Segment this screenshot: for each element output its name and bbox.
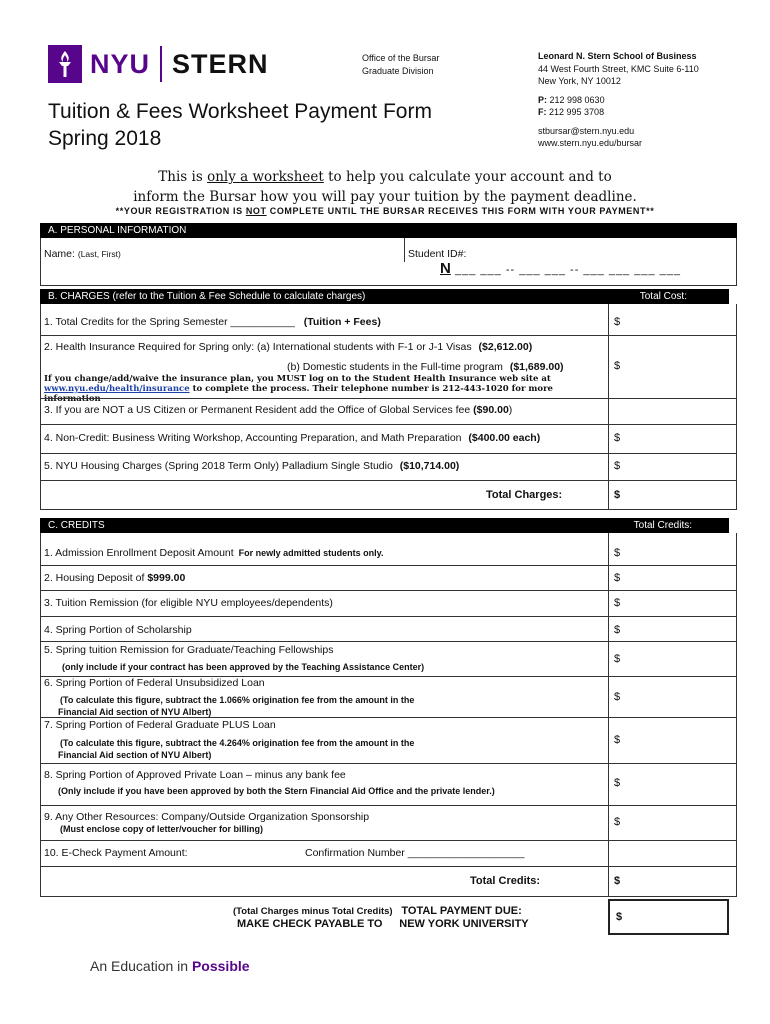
page-title	[48, 98, 432, 152]
charge-row-1-bold: (Tuition + Fees)	[303, 316, 381, 328]
credit-row-1-bold: For newly admitted students only.	[238, 548, 384, 558]
fax-label: F:	[538, 107, 547, 117]
insurance-note	[44, 374, 609, 404]
credit-row-5: 5. Spring tuition Remission for Graduate/Teaching Fellowships	[44, 644, 334, 656]
section-b-header	[40, 289, 729, 304]
row-divider	[40, 840, 737, 841]
warning-post: COMPLETE UNTIL THE BURSAR RECEIVES THIS FORM WITH YOUR PAYMENT**	[266, 206, 655, 216]
section-a-title: A. PERSONAL INFORMATION	[48, 225, 187, 236]
charge-row-3-close: )	[508, 404, 513, 416]
credit-row-5-note: (only include if your contract has been approved by the Teaching Assistance Center)	[62, 662, 425, 672]
credit-row-1-text: 1. Admission Enrollment Deposit Amount	[44, 547, 234, 559]
credit-row-2-bold: $999.00	[147, 572, 186, 584]
charge-row-5-bold: ($10,714.00)	[399, 460, 460, 472]
credit-row-2-text: 2. Housing Deposit of	[44, 572, 145, 584]
office-line1: Office of the Bursar	[362, 53, 440, 63]
phone-label: P:	[538, 94, 547, 105]
row-divider	[40, 763, 737, 764]
total-charges-label: Total Charges:	[486, 489, 563, 501]
website-link[interactable]: www.stern.nyu.edu/bursar	[538, 138, 643, 148]
credit-row-1-amount[interactable]: $	[614, 547, 621, 559]
total-charges-amount[interactable]: $	[614, 489, 621, 501]
row-divider	[40, 480, 737, 481]
charge-row-2-text: 2. Health Insurance Required for Spring only: (a) International students with F-1 or J-1 Visas	[44, 341, 472, 353]
row-divider	[40, 717, 737, 718]
credit-row-9-amount[interactable]: $	[614, 816, 621, 828]
credit-row-10: 10. E-Check Payment Amount:	[44, 847, 188, 859]
charge-row-2b-bold: ($1,689.00)	[509, 361, 564, 373]
tagline-bold: Possible	[191, 958, 250, 974]
credit-row-6-note2: Financial Aid section of NYU Albert)	[58, 707, 212, 717]
payment-due-amount: $	[616, 911, 623, 923]
charge-row-5	[44, 460, 459, 472]
name-input[interactable]	[110, 244, 400, 282]
fax-number: 212 995 3708	[549, 107, 605, 117]
intro-post: to help you calculate your account and to	[323, 169, 612, 185]
charge-row-3	[44, 404, 512, 416]
charge-row-5-text: 5. NYU Housing Charges (Spring 2018 Term Only) Palladium Single Studio	[44, 460, 393, 472]
charge-row-2b	[287, 361, 564, 373]
tagline-text: An Education in	[90, 958, 192, 974]
address-line2: New York, NY 10012	[538, 76, 621, 86]
divider-a	[404, 238, 405, 262]
total-payment-due-box[interactable]	[608, 899, 729, 935]
credit-row-7-note2: Financial Aid section of NYU Albert)	[58, 750, 212, 760]
payment-formula: (Total Charges minus Total Credits)	[233, 906, 393, 917]
charge-row-1-text: 1. Total Credits for the Spring Semester ___________	[44, 316, 295, 328]
logo-stern-text: STERN	[172, 48, 269, 79]
name-hint: (Last, First)	[77, 249, 121, 259]
row-divider	[40, 424, 737, 425]
office-line2: Graduate Division	[362, 66, 434, 76]
torch-icon	[48, 45, 82, 83]
total-credits-amount[interactable]: $	[614, 875, 621, 887]
credit-row-4-amount[interactable]: $	[614, 624, 621, 636]
credit-row-1	[44, 547, 383, 559]
section-a-header	[40, 223, 737, 238]
charge-row-5-amount[interactable]: $	[614, 460, 621, 472]
student-id-label: Student ID#:	[408, 248, 467, 260]
charge-row-4-amount[interactable]: $	[614, 432, 621, 444]
charge-row-2	[44, 341, 532, 353]
credit-row-9: 9. Any Other Resources: Company/Outside Organization Sponsorship	[44, 811, 370, 823]
title-line1: Tuition & Fees Worksheet Payment Form	[48, 100, 432, 123]
fax-line	[538, 106, 699, 119]
id-blanks: ___ ___ -- ___ ___ -- ___ ___ ___ ___	[455, 264, 681, 276]
row-divider	[40, 565, 737, 566]
phone-number: 212 998 0630	[549, 94, 605, 105]
section-b-title: B. CHARGES (refer to the Tuition & Fee Schedule to calculate charges)	[48, 291, 366, 302]
credit-row-7-amount[interactable]: $	[614, 734, 621, 746]
charge-row-2b-text: (b) Domestic students in the Full-time program	[287, 361, 503, 373]
credit-row-7: 7. Spring Portion of Federal Graduate PLUS Loan	[44, 719, 276, 731]
student-id-input[interactable]	[440, 260, 681, 277]
intro-text	[80, 167, 690, 207]
footer-tagline	[90, 958, 250, 974]
title-line2: Spring 2018	[48, 127, 162, 150]
logo-nyu-text: NYU	[90, 48, 151, 79]
confirmation-number-field[interactable]: Confirmation Number ____________________	[305, 847, 525, 859]
credit-row-7-note	[60, 737, 414, 761]
credit-row-4: 4. Spring Portion of Scholarship	[44, 624, 192, 636]
nyu-stern-logo	[48, 44, 269, 84]
credit-row-6-note	[60, 694, 414, 718]
total-credits-header: Total Credits:	[633, 520, 692, 531]
payment-due-block	[233, 905, 529, 931]
charge-row-1-amount[interactable]: $	[614, 316, 621, 328]
intro-line2: inform the Bursar how you will pay your tuition by the payment deadline.	[133, 189, 637, 205]
credit-row-6-amount[interactable]: $	[614, 691, 621, 703]
credit-row-9-note: (Must enclose copy of letter/voucher for billing)	[60, 824, 264, 834]
credit-row-3: 3. Tuition Remission (for eligible NYU employees/dependents)	[44, 597, 333, 609]
phone-line	[538, 94, 699, 107]
school-name: Leonard N. Stern School of Business	[538, 51, 697, 61]
credit-row-8: 8. Spring Portion of Approved Private Loan – minus any bank fee	[44, 769, 346, 781]
row-divider	[40, 453, 737, 454]
insurance-note-line1: If you change/add/waive the insurance plan, you MUST log on to the Student Health Insurance web site at	[44, 374, 551, 384]
total-credits-label: Total Credits:	[470, 875, 541, 887]
credit-row-6-note1: (To calculate this figure, subtract the 1.066% origination fee from the amount in the	[60, 695, 415, 705]
credit-row-7-note1: (To calculate this figure, subtract the 4.264% origination fee from the amount in the	[60, 738, 415, 748]
address-line1: 44 West Fourth Street, KMC Suite 6-110	[538, 63, 699, 74]
row-divider	[40, 590, 737, 591]
credit-row-8-amount[interactable]: $	[614, 777, 621, 789]
row-divider	[40, 641, 737, 642]
insurance-link[interactable]: www.nyu.edu/health/insurance	[44, 384, 190, 394]
intro-underlined: only a worksheet	[207, 169, 324, 185]
charge-row-1	[44, 316, 381, 328]
intro-pre: This is	[158, 169, 208, 185]
row-divider	[40, 398, 737, 399]
charge-row-3-text: 3. If you are NOT a US Citizen or Permanent Resident add the Office of Global Services fee	[44, 404, 471, 416]
charge-row-4-bold: ($400.00 each)	[468, 432, 541, 444]
payment-due-label: TOTAL PAYMENT DUE:	[401, 905, 522, 917]
warning-not: NOT	[245, 206, 267, 216]
row-divider	[40, 866, 737, 867]
credits-column-divider	[608, 533, 609, 897]
warning-pre: **YOUR REGISTRATION IS	[115, 206, 246, 216]
name-label: Name:	[44, 248, 75, 260]
credit-row-6: 6. Spring Portion of Federal Unsubsidized Loan	[44, 677, 265, 689]
section-c-title: C. CREDITS	[48, 520, 105, 531]
check-payable-label: MAKE CHECK PAYABLE TO	[237, 918, 383, 930]
credit-row-2	[44, 572, 185, 584]
credit-row-2-amount[interactable]: $	[614, 572, 621, 584]
credit-row-5-amount[interactable]: $	[614, 653, 621, 665]
email-link[interactable]: stbursar@stern.nyu.edu	[538, 125, 635, 136]
credit-row-3-amount[interactable]: $	[614, 597, 621, 609]
payee-name: NEW YORK UNIVERSITY	[399, 918, 529, 930]
insurance-note-line2: to complete the process. Their telephone number is 212-443-1020 for more information	[44, 384, 553, 404]
credit-row-8-note: (Only include if you have been approved by both the Stern Financial Aid Office and the private lender.)	[58, 786, 495, 796]
id-prefix: N	[440, 260, 451, 277]
row-divider	[40, 335, 737, 336]
total-cost-header: Total Cost:	[639, 291, 687, 302]
charge-row-4-text: 4. Non-Credit: Business Writing Workshop, Accounting Preparation, and Math Preparation	[44, 432, 462, 444]
charge-row-2-bold: ($2,612.00)	[478, 341, 533, 353]
school-address	[538, 50, 699, 150]
section-c-header	[40, 518, 729, 533]
charge-row-4	[44, 432, 540, 444]
charge-row-2-amount[interactable]: $	[614, 360, 621, 372]
office-info	[362, 52, 439, 78]
logo-divider	[160, 46, 162, 82]
row-divider	[40, 616, 737, 617]
row-divider	[40, 805, 737, 806]
charge-row-3-bold: ($90.00	[473, 404, 509, 416]
registration-warning	[40, 206, 730, 216]
